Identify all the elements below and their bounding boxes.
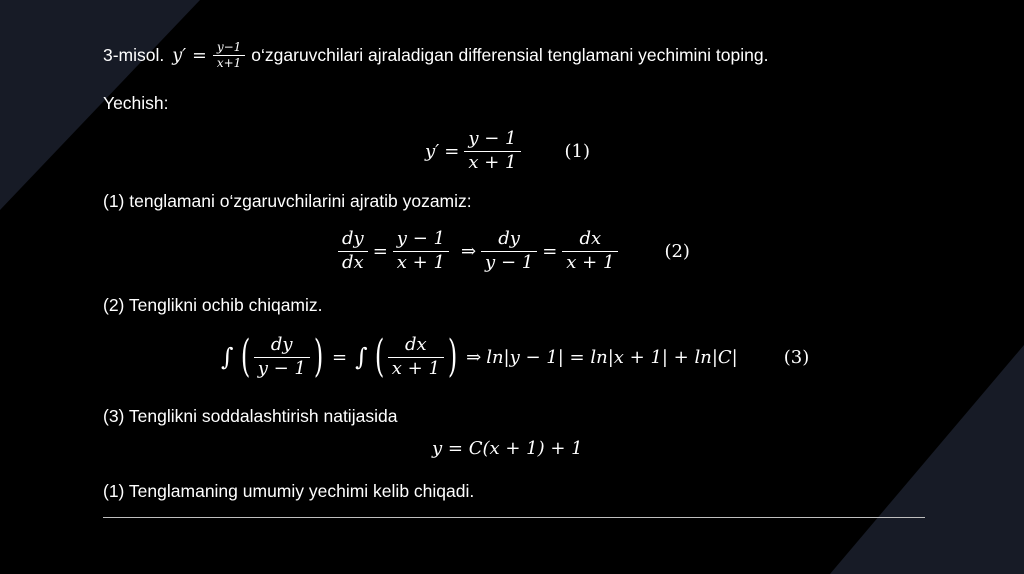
eq3-tag: (3) — [783, 346, 810, 368]
eq3-f1-numerator: dy — [270, 334, 293, 355]
solution-label: Yechish: — [103, 93, 169, 113]
eq2-f1-numerator: dy — [342, 228, 364, 249]
left-paren-1: ( — [240, 331, 250, 382]
integral-sign-2: ∫ — [355, 343, 368, 371]
step-1-text: (1) tenglamani o‘zgaruvchilarini ajratib yozamiz: — [103, 191, 472, 211]
eq1-lhs: y′ — [425, 140, 440, 162]
eq3-fraction-2 — [388, 334, 444, 380]
equation-4: y = C(x + 1) + 1 — [432, 438, 583, 459]
eq2-f1-denominator: dx — [338, 251, 368, 275]
eq2-f4-denominator: x + 1 — [562, 251, 618, 275]
eq3-fraction-1 — [254, 334, 310, 380]
eq1-tag: (1) — [564, 140, 591, 162]
equation-1 — [425, 128, 590, 174]
eq2-f3-numerator: dy — [498, 228, 520, 249]
eq2-fraction-4 — [562, 228, 618, 274]
equation-3 — [218, 331, 810, 382]
eq2-f2-numerator: y − 1 — [396, 228, 445, 249]
problem-label: 3-misol. — [103, 45, 165, 65]
eq3-rhs: ln|y − 1| = ln|x + 1| + ln|C| — [486, 346, 738, 368]
right-paren-1: ) — [313, 331, 324, 382]
right-paren-2: ) — [447, 331, 458, 382]
eq1-denominator: x + 1 — [464, 151, 520, 175]
problem-fraction-denominator: x+1 — [213, 55, 245, 71]
problem-lhs: y′ — [172, 45, 187, 66]
problem-text: o‘zgaruvchilari ajraladigan differensial tenglamani yechimini toping. — [251, 45, 769, 65]
eq3-f1-denominator: y − 1 — [254, 357, 310, 381]
problem-equals: = — [192, 45, 207, 66]
conclusion-text: (1) Tenglamaning umumiy yechimi kelib chiqadi. — [103, 481, 475, 501]
eq2-fraction-3 — [481, 228, 537, 274]
eq3-equals: = — [332, 346, 348, 368]
eq2-fraction-2 — [393, 228, 449, 274]
eq2-equals-2: = — [542, 240, 558, 262]
equation-2 — [338, 228, 690, 274]
eq3-f2-denominator: x + 1 — [388, 357, 444, 381]
top-left-panel — [0, 0, 200, 210]
eq2-f4-numerator: dx — [579, 228, 602, 249]
problem-fraction — [213, 40, 245, 71]
step-2-text: (2) Tenglikni ochib chiqamiz. — [103, 295, 323, 315]
eq3-implies-arrow: ⇒ — [466, 346, 482, 368]
bottom-right-panel — [830, 345, 1024, 574]
eq2-f2-denominator: x + 1 — [393, 251, 449, 275]
problem-statement — [103, 40, 768, 71]
eq1-numerator: y − 1 — [468, 128, 517, 149]
step-3-text: (3) Tenglikni soddalashtirish natijasida — [103, 406, 398, 426]
eq1-equals: = — [444, 140, 460, 162]
eq3-f2-numerator: dx — [405, 334, 427, 355]
divider-line — [103, 517, 925, 518]
eq2-implies-arrow: ⇒ — [460, 240, 477, 262]
eq2-f3-denominator: y − 1 — [481, 251, 537, 275]
eq1-fraction — [464, 128, 520, 174]
left-paren-2: ( — [374, 331, 384, 382]
problem-fraction-numerator: y−1 — [216, 40, 242, 54]
eq2-fraction-1 — [338, 228, 368, 274]
integral-sign-1: ∫ — [221, 343, 234, 371]
eq2-equals-1: = — [372, 240, 388, 262]
eq2-tag: (2) — [664, 240, 690, 262]
